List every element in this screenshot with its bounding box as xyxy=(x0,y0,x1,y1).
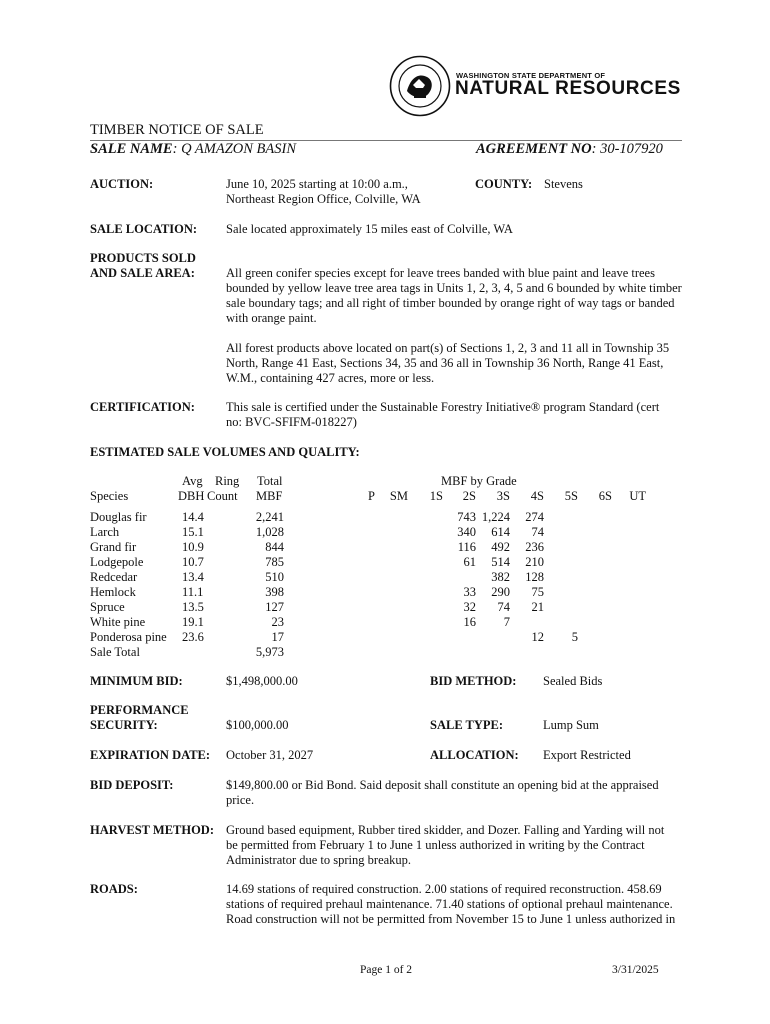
grade-header: 5S xyxy=(564,489,578,503)
grade-value: 492 xyxy=(491,540,510,554)
grade-value: 236 xyxy=(525,540,544,554)
grade-header: 3S xyxy=(496,489,510,503)
grade-value: 210 xyxy=(525,555,544,569)
head-mbf: MBF xyxy=(256,489,283,503)
bid-method-value: Sealed Bids xyxy=(543,674,603,688)
species-name: Redcedar xyxy=(90,570,138,584)
species-dbh: 19.1 xyxy=(182,615,204,629)
harvest-value: Ground based equipment, Rubber tired skidder, and Dozer. Falling and Yarding will not be permitted from February 1 to June 1 unless authorized in writing by the Contract Administrator due to spring breakup. xyxy=(226,823,665,867)
grade-value: 290 xyxy=(491,585,510,599)
species-dbh: 15.1 xyxy=(182,525,204,539)
auction-label: AUCTION: xyxy=(90,177,154,191)
bid-method-label: BID METHOD: xyxy=(430,674,517,688)
grade-value: 274 xyxy=(525,510,544,524)
minimum-bid-label: MINIMUM BID: xyxy=(90,674,183,688)
harvest-label: HARVEST METHOD: xyxy=(90,823,214,837)
grade-value: 32 xyxy=(463,600,476,614)
grade-header: 2S xyxy=(462,489,476,503)
head-total: Total xyxy=(257,474,283,488)
species-total-mbf: 2,241 xyxy=(255,510,284,524)
grade-value: 21 xyxy=(531,600,544,614)
grade-value: 74 xyxy=(531,525,544,539)
grade-header: P xyxy=(368,489,375,503)
grade-value: 382 xyxy=(491,570,510,584)
species-name: White pine xyxy=(90,615,146,629)
performance-label-line1: PERFORMANCE xyxy=(90,703,189,717)
grade-value: 128 xyxy=(525,570,544,584)
grade-header: 6S xyxy=(598,489,612,503)
species-total-mbf: 1,028 xyxy=(255,525,284,539)
species-name: Larch xyxy=(90,525,120,539)
species-total-mbf: 785 xyxy=(265,555,284,569)
grade-value: 116 xyxy=(457,540,476,554)
minimum-bid-value: $1,498,000.00 xyxy=(226,674,298,688)
agreement-label: AGREEMENT NO xyxy=(476,141,592,157)
agency-line2: NATURAL RESOURCES xyxy=(455,78,681,99)
performance-label-line2: SECURITY: xyxy=(90,718,158,732)
volumes-heading: ESTIMATED SALE VOLUMES AND QUALITY: xyxy=(90,445,360,459)
head-avg: Avg xyxy=(182,474,203,488)
products-para2: All forest products above located on part(s) of Sections 1, 2, 3 and 11 all in Township 35 North, Range 41 East, Sections 34, 35 and 36 all in Township 36 North, Range 41 East, W.M., containing 427 acres, more or less. xyxy=(226,341,670,385)
certification-value: This sale is certified under the Sustainable Forestry Initiative® program Standard (cert no: BVC-SFIFM-018227) xyxy=(226,400,660,429)
species-dbh: 10.9 xyxy=(182,540,204,554)
head-count: Count xyxy=(207,489,238,503)
allocation-value: Export Restricted xyxy=(543,748,631,762)
grade-value: 7 xyxy=(503,615,510,629)
grade-value: 12 xyxy=(531,630,544,644)
species-name: Hemlock xyxy=(90,585,136,599)
agreement-no xyxy=(476,141,663,158)
county-value: Stevens xyxy=(544,177,583,191)
species-name: Grand fir xyxy=(90,540,137,554)
species-dbh: 14.4 xyxy=(182,510,204,524)
grade-header: SM xyxy=(389,489,408,503)
page-number: Page 1 of 2 xyxy=(360,964,413,976)
page-title: TIMBER NOTICE OF SALE xyxy=(90,122,264,138)
grade-header: 4S xyxy=(530,489,544,503)
auction-line2: Northeast Region Office, Colville, WA xyxy=(226,192,421,206)
species-total-mbf: 127 xyxy=(265,600,284,614)
species-name: Lodgepole xyxy=(90,555,144,569)
grade-value: 75 xyxy=(531,585,544,599)
agreement-value: : 30-107920 xyxy=(591,141,663,157)
grade-value: 33 xyxy=(463,585,476,599)
species-dbh: 13.4 xyxy=(182,570,204,584)
roads-value: 14.69 stations of required construction. 2.00 stations of required reconstruction. 458.69 stations of required prehaul maintenance. 71.40 stations of optional prehaul maintenance. Road construction will not be permitted from November 15 to June 1 unless authorized in xyxy=(226,882,676,926)
grade-value: 340 xyxy=(457,525,476,539)
allocation-label: ALLOCATION: xyxy=(430,748,519,762)
grade-header: 1S xyxy=(429,489,443,503)
sale-name xyxy=(90,141,296,158)
sale-name-label: SALE NAME xyxy=(90,141,173,157)
species-name: Ponderosa pine xyxy=(90,630,167,644)
auction-line1: June 10, 2025 starting at 10:00 a.m., xyxy=(226,177,408,191)
species-total-mbf: 5,973 xyxy=(255,645,284,659)
county-label: COUNTY: xyxy=(475,177,533,191)
expiration-label: EXPIRATION DATE: xyxy=(90,748,211,762)
products-para1: All green conifer species except for leave trees banded with blue paint and leave trees bounded by yellow leave tree area tags in Units 1, 2, 3, 4, 5 and 6 bounded by white timber sale boundary tags; and all right of timber bounded by orange right of way tags or banded with orange paint. xyxy=(226,266,682,325)
head-dbh: DBH xyxy=(178,489,205,503)
grade-value: 61 xyxy=(463,555,476,569)
grade-value: 514 xyxy=(491,555,510,569)
species-dbh: 23.6 xyxy=(182,630,204,644)
bid-deposit-label: BID DEPOSIT: xyxy=(90,778,174,792)
species-name: Douglas fir xyxy=(90,510,147,524)
species-name: Spruce xyxy=(90,600,125,614)
expiration-value: October 31, 2027 xyxy=(226,748,314,762)
species-total-mbf: 23 xyxy=(271,615,284,629)
species-dbh: 10.7 xyxy=(182,555,204,569)
products-label-line1: PRODUCTS SOLD xyxy=(90,251,196,265)
agency-line1: WASHINGTON STATE DEPARTMENT OF xyxy=(456,71,606,80)
grade-value: 16 xyxy=(463,615,476,629)
species-dbh: 13.5 xyxy=(182,600,204,614)
grade-value: 614 xyxy=(491,525,510,539)
sale-type-label: SALE TYPE: xyxy=(430,718,504,732)
sale-type-value: Lump Sum xyxy=(543,718,599,732)
performance-value: $100,000.00 xyxy=(226,718,289,732)
species-total-mbf: 510 xyxy=(265,570,284,584)
species-dbh: 11.1 xyxy=(182,585,204,599)
sale-location-label: SALE LOCATION: xyxy=(90,222,198,236)
footer-date: 3/31/2025 xyxy=(612,964,659,976)
head-species: Species xyxy=(90,489,129,503)
grade-value: 743 xyxy=(457,510,476,524)
grade-value: 74 xyxy=(497,600,510,614)
products-label-line2: AND SALE AREA: xyxy=(90,266,195,280)
species-name: Sale Total xyxy=(90,645,140,659)
sale-location-value: Sale located approximately 15 miles east of Colville, WA xyxy=(226,222,513,236)
certification-label: CERTIFICATION: xyxy=(90,400,195,414)
species-total-mbf: 844 xyxy=(265,540,284,554)
head-ring: Ring xyxy=(215,474,240,488)
species-total-mbf: 17 xyxy=(271,630,284,644)
grade-header: UT xyxy=(629,489,646,503)
head-mbf-grade: MBF by Grade xyxy=(441,474,517,488)
roads-label: ROADS: xyxy=(90,882,138,896)
sale-name-value: : Q AMAZON BASIN xyxy=(172,141,296,157)
grade-value: 1,224 xyxy=(481,510,510,524)
grade-value: 5 xyxy=(571,630,578,644)
species-total-mbf: 398 xyxy=(265,585,284,599)
state-seal-icon xyxy=(389,55,451,117)
bid-deposit-value: $149,800.00 or Bid Bond. Said deposit shall constitute an opening bid at the appraised price. xyxy=(226,778,659,807)
